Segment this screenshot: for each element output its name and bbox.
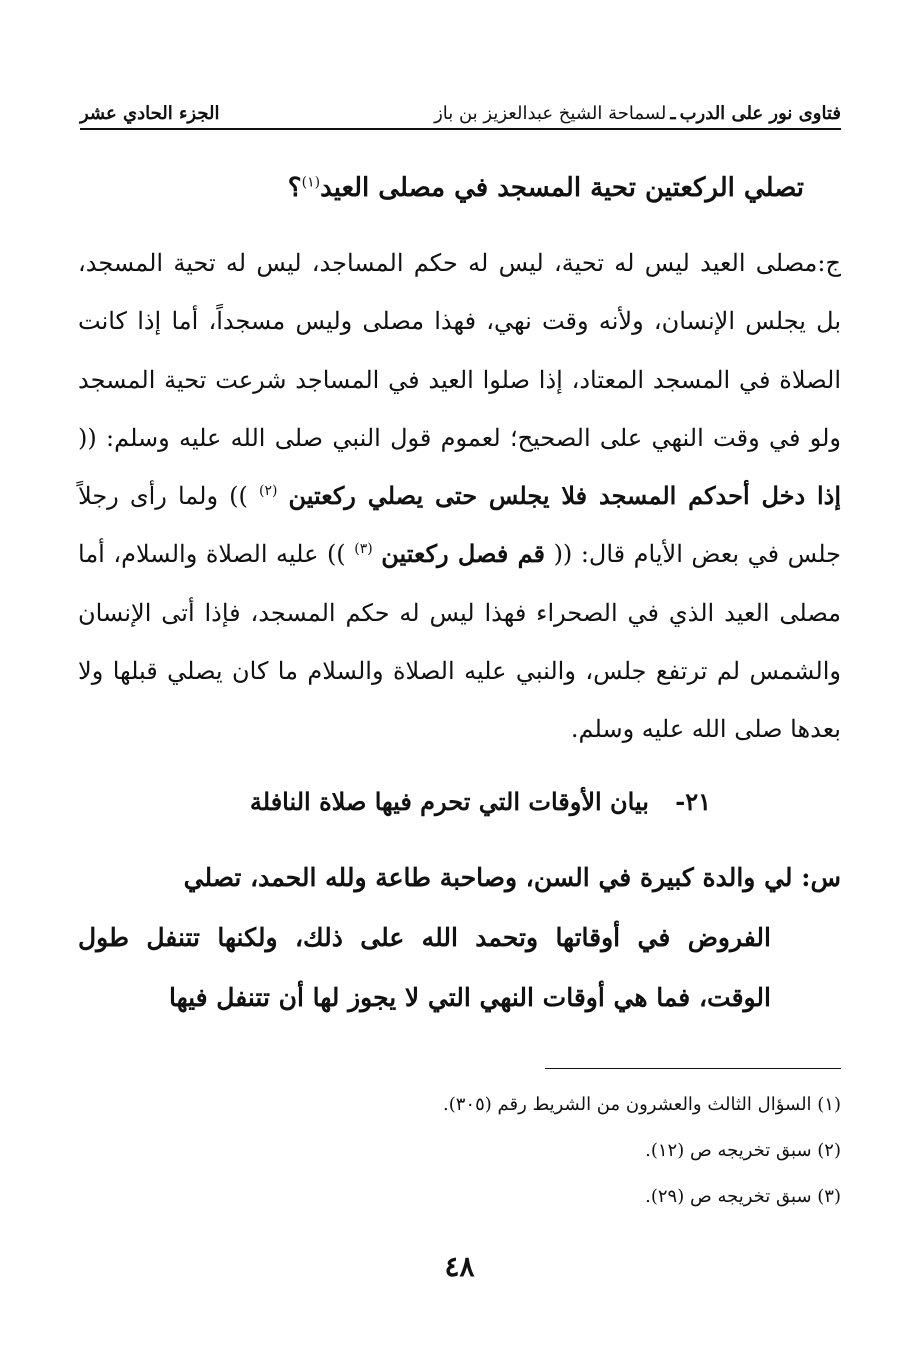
next-question-continuation: الفروض في أوقاتها وتحمد الله على ذلك، ولكنها تتنفل طول الوقت، فما هي أوقات النهي التي لا يجوز لها أن تتنفل فيها (78, 923, 771, 1012)
answer-part-1: ج:مصلى العيد ليس له تحية، ليس له حكم المساجد، ليس له تحية المسجد، بل يجلس الإنسان، ولأنه وقت نهي، فهذا مصلى وليس مسجداً، أما إذا كانت الصلاة في المسجد المعتاد، إذا صلوا العيد في المساجد شرعت تحية المسجد ولو في وقت النهي على الصحيح؛ لعموم قول النبي صلى الله عليه وسلم: (( (78, 249, 842, 452)
footnote-2: (٢) سبق تخريجه ص (١٢). (645, 1140, 841, 1161)
header-separator: ـ (670, 102, 676, 124)
answer-paragraph (78, 234, 841, 759)
footnote-ref-3: (٣) (354, 541, 373, 558)
question-title (80, 166, 804, 210)
answer-part-3: )) عليه الصلاة والسلام، أما مصلى العيد الذي في الصحراء فهذا ليس له حكم المسجد، فإذا أتى الإنسان والشمس لم ترتفع جلس، والنبي عليه الصلاة والسلام ما كان يصلي قبلها ولا بعدها صلى الله عليه وسلم. (78, 540, 841, 744)
next-question-first-line: س: لي والدة كبيرة في السن، وصاحبة طاعة ولله الحمد، تصلي (183, 863, 841, 892)
running-header (80, 98, 841, 130)
footnote-3: (٣) سبق تخريجه ص (٢٩). (645, 1186, 841, 1207)
answer-part-2: )) ولما رأى رجلاً جلس في بعض الأيام قال: (( (78, 482, 841, 569)
page-number: ٤٨ (444, 1250, 475, 1283)
header-volume: الجزء الحادي عشر (80, 102, 220, 124)
footnote-ref-1: (١) (301, 174, 321, 191)
hadith-quote-1: إذا دخل أحدكم المسجد فلا يجلس حتى يصلي ركعتين (288, 481, 841, 511)
question-mark: ؟ (287, 173, 302, 203)
section-title: بيان الأوقات التي تحرم فيها صلاة النافلة (249, 787, 649, 816)
header-book-info (434, 103, 841, 124)
header-author: لسماحة الشيخ عبدالعزيز بن باز (434, 102, 667, 124)
footnote-ref-2: (٢) (258, 483, 278, 500)
section-heading (80, 780, 711, 824)
footnote-1: (١) السؤال الثالث والعشرون من الشريط رقم (٣٠٥). (443, 1094, 841, 1115)
hadith-quote-2: قم فصل ركعتين (381, 539, 546, 569)
header-book-title: فتاوى نور على الدرب (679, 102, 841, 124)
next-question (78, 848, 841, 1028)
footnotes (80, 1082, 841, 1220)
answer-body (78, 234, 841, 759)
footnote-divider (545, 1068, 841, 1069)
question-text: تصلي الركعتين تحية المسجد في مصلى العيد (320, 173, 804, 203)
section-number: ٢١- (675, 787, 711, 816)
